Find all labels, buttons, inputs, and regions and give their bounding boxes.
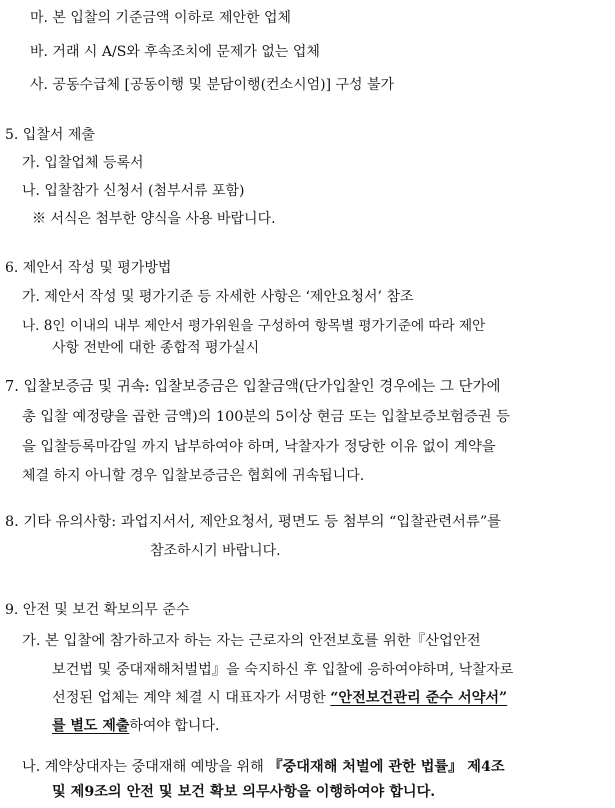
list-item: 마. 본 입찰의 기준금액 이하로 제안한 업체 [30, 10, 292, 26]
paragraph-line: 체결 하지 아니할 경우 입찰보증금은 협회에 귀속됩니다. [22, 468, 365, 484]
section-9-heading: 9. 안전 및 보건 확보의무 준수 [5, 602, 190, 618]
list-item-continuation: 보건법 및 중대재해처벌법』을 숙지하신 후 입찰에 응하여야하며, 낙찰자로 [52, 662, 514, 678]
paragraph-text: 선정된 업체는 계약 체결 시 대표자가 서명한 [52, 690, 331, 706]
paragraph-line: 참조하시기 바랍니다. [150, 543, 281, 559]
list-item: 나. 입찰참가 신청서 (첨부서류 포함) [22, 183, 245, 199]
section-8-paragraph: 8. 기타 유의사항: 과업지서서, 제안요청서, 평면도 등 첨부의 “입찰관련서류”를 [5, 514, 502, 530]
emphasis-text: 제4조 [462, 759, 505, 775]
paragraph-line: 을 입찰등록마감일 까지 납부하여야 하며, 낙찰자가 정당한 이유 없이 계약을 [22, 439, 496, 455]
paragraph-line: 총 입찰 예정량을 곱한 금액)의 100분의 5이상 현금 또는 입찰보증보험증권 등 [22, 409, 510, 425]
section-7-paragraph: 7. 입찰보증금 및 귀속: 입찰보증금은 입찰금액(단가입찰인 경우에는 그 단가에 [5, 379, 501, 395]
section-6-heading: 6. 제안서 작성 및 평가방법 [5, 260, 172, 276]
emphasis-text: 『중대재해 처벌에 관한 법률』 [268, 759, 463, 775]
list-item: 가. 입찰업체 등록서 [22, 155, 144, 171]
list-item-continuation: 및 제9조의 안전 및 보건 확보 의무사항을 이행하여야 합니다. [52, 784, 436, 800]
list-item: 가. 제안서 작성 및 평가기준 등 자세한 사항은 ‘제안요청서’ 참조 [22, 289, 414, 305]
list-item-continuation [52, 688, 507, 708]
section-5-heading: 5. 입찰서 제출 [5, 127, 95, 143]
list-item-continuation [52, 716, 219, 736]
emphasis-text: 를 별도 제출 [52, 718, 130, 734]
list-item: 나. 8인 이내의 내부 제안서 평가위원을 구성하여 항목별 평가기준에 따라 제안 [22, 318, 486, 334]
list-item: 바. 거래 시 A/S와 후속조치에 문제가 없는 업체 [30, 44, 320, 60]
list-item: 가. 본 입찰에 참가하고자 하는 자는 근로자의 안전보호를 위한『산업안전 [22, 633, 481, 649]
emphasis-text: “안전보건관리 준수 서약서” [330, 690, 508, 706]
list-item [22, 757, 505, 777]
paragraph-text: 나. 계약상대자는 중대재해 예방을 위해 [22, 759, 269, 775]
list-item: 사. 공동수급체 [공동이행 및 분담이행(컨소시엄)] 구성 불가 [30, 77, 395, 93]
list-item-continuation: 사항 전반에 대한 종합적 평가실시 [52, 340, 260, 356]
paragraph-text: 하여야 합니다. [129, 718, 220, 734]
note-text: ※ 서식은 첨부한 양식을 사용 바랍니다. [32, 211, 276, 227]
